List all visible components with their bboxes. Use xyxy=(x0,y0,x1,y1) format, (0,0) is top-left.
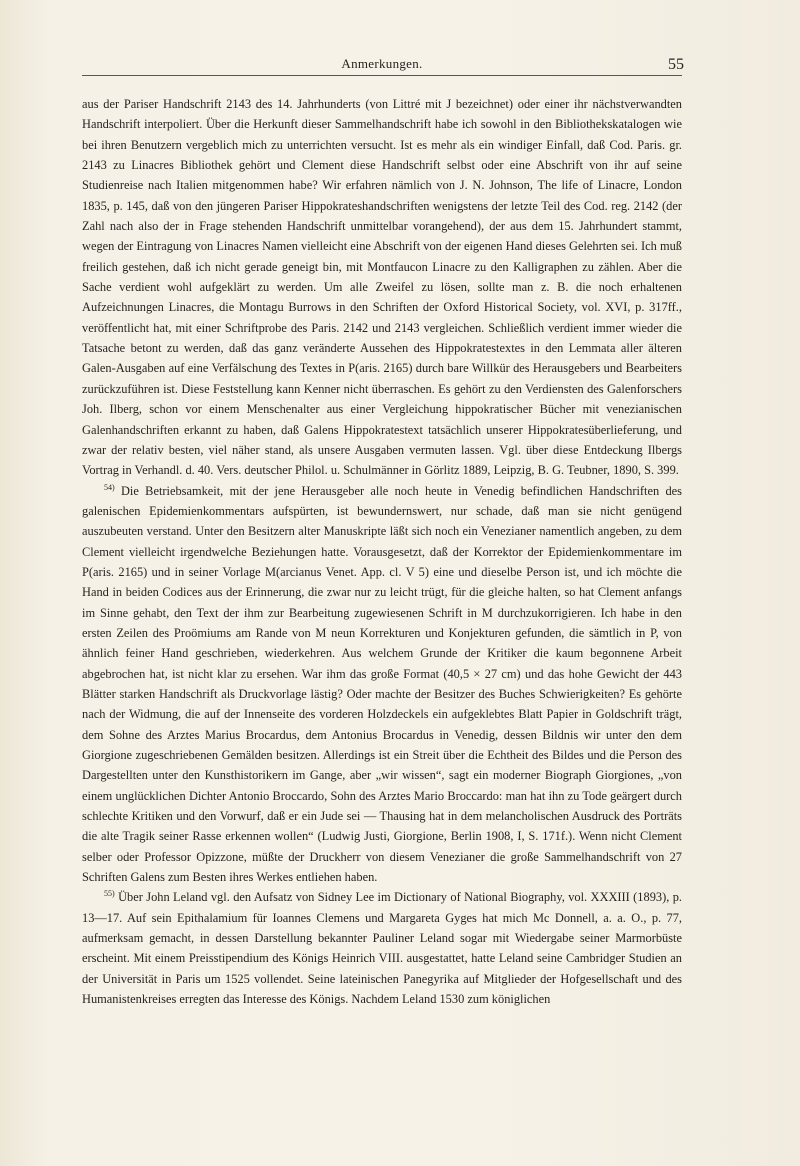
header-rule xyxy=(82,75,682,76)
footnote-55 xyxy=(82,887,682,1009)
footnote-text: Über John Leland vgl. den Aufsatz von Sidney Lee im Dictionary of National Biography, vol. XXXIII (1893), p. 13—17. Auf sein Epithalamium für Ioannes Clemens und Margareta Gyges hat mich Mc Donnell, a. a. O., p. 77, aufmerksam gemacht, in dessen Darstellung bekannter Pauliner Leland sogar mit Wiedergabe seiner Marmorbüste erscheint. Mit einem Preisstipendium des Königs Heinrich VIII. ausgestattet, hatte Leland seine Cambridger Studien an der Universität in Paris um 1525 vollendet. Seine lateinischen Panegyrika auf Mitglieder der Hofgesellschaft und des Humanistenkreises erregten das Interesse des Königs. Nachdem Leland 1530 zum königlichen xyxy=(82,890,682,1007)
text-body xyxy=(82,94,682,1009)
paragraph-text: aus der Pariser Handschrift 2143 des 14. Jahrhunderts (von Littré mit J bezeichnet) oder einer ihr nächstverwandten Handschrift interpoliert. Über die Herkunft dieser Sammelhandschrift habe ich sowohl in den Bibliothekskatalogen wie bei ihren Benutzern vergeblich mich zu unterrichten versucht. Ist es mehr als ein windiger Einfall, daß Cod. Paris. gr. 2143 zu Linacres Bibliothek gehört und Clement diese Handschrift selbst oder eine Abschrift von ihr auf seine Studienreise nach Italien mitgenommen habe? Wir erfahren nämlich von J. N. Johnson, The life of Linacre, London 1835, p. 145, daß von den jüngeren Pariser Hippokrateshandschriften wenigstens der letzte Teil des Cod. reg. 2142 (der Zahl nach also der in Frage stehenden Handschrift unmittelbar vorangehend), der aus dem 15. Jahrhundert stammt, wegen der Eintragung von Linacres Namen vielleicht eine Abschrift von der eigenen Hand dieses Gelehrten sei. Ich muß freilich gestehen, daß ich nicht gerade geneigt bin, mit Montfaucon Linacre zu den Kalligraphen zu zählen. Aber die Sache verdient wohl aufgeklärt zu werden. Um alle Zweifel zu lösen, sollte man z. B. die noch erhaltenen Aufzeichnungen Linacres, die Montagu Burrows in den Schriften der Oxford Historical Society, vol. XVI, p. 317ff., veröffentlicht hat, mit einer Schriftprobe des Paris. 2142 und 2143 vergleichen. Schließlich verdient immer wieder die Tatsache betont zu werden, daß das ganz veränderte Aussehen des Hippokratestextes in den Lemmata aller älteren Galen-Ausgaben auf eine Verfälschung des Textes in P(aris. 2165) durch bare Willkür des Herausgebers und Bearbeiters zurückzuführen ist. Diese Feststellung kann Kenner nicht überraschen. Es gehört zu den Verdiensten des Galenforschers Joh. Ilberg, schon vor einem Menschenalter aus einer Vergleichung hippokratischer Bücher mit venezianischen Galenhandschriften erkannt zu haben, daß Galens Hippokratestext tatsächlich unserer Hippokratesüberlieferung, und zwar der relativ besten, viel näher stand, als unsere Ausgaben vermuten lassen. Vgl. über diese Entdeckung Ilbergs Vortrag in Verhandl. d. 40. Vers. deutscher Philol. u. Schulmänner in Görlitz 1889, Leipzig, B. G. Teubner, 1890, S. 399. xyxy=(82,97,682,478)
running-header xyxy=(82,54,682,78)
continued-paragraph xyxy=(82,94,682,481)
footnote-54 xyxy=(82,481,682,888)
header-title: Anmerkungen. xyxy=(341,56,423,71)
footnote-marker: 55) xyxy=(104,889,115,899)
page-number: 55 xyxy=(668,56,684,73)
footnote-text: Die Betriebsamkeit, mit der jene Herausgeber alle noch heute in Venedig befindlichen Handschriften des galenischen Epidemienkommentars aufspürten, ist bewundernswert, nur schade, daß man sie nicht genügend auszubeuten verstand. Unter den Besitzern alter Manuskripte läßt sich noch ein Venezianer namentlich angeben, zu dem Clement vielleicht irgendwelche Beziehungen hatte. Vorausgesetzt, daß der Korrektor der Epidemienkommentare im P(aris. 2165) und in seiner Vorlage M(arcianus Venet. App. cl. V 5) eine und dieselbe Person ist, und ich möchte die Hand in beiden Codices aus der Erinnerung, die zwar nur zu leicht trügt, für die gleiche halten, so hat Clement anfangs im Sinne gehabt, den Text der ihm zur Bearbeitung zugewiesenen Schrift in M durchzukorrigieren. Ich habe in den ersten Zeilen des Proömiums am Rande von M neun Korrekturen und Konjekturen gefunden, die sämtlich in P, von ähnlich feiner Hand geschrieben, wiederkehren. Aus welchem Grunde der Kritiker die kaum begonnene Arbeit abgebrochen hat, ist nicht klar zu ersehen. War ihm das große Format (40,5 × 27 cm) und das hohe Gewicht der 443 Blätter starken Handschrift als Druckvorlage lästig? Oder machte der Besitzer des Buches Schwierigkeiten? Es gehörte nach der Widmung, die auf der Innenseite des vorderen Holzdeckels ein aufgeklebtes Blatt Papier in Goldschrift trägt, dem Sohne des Arztes Marius Brocardus, dem Antonius Brocardus in Venedig, dessen Bildnis wir unter den dem Giorgione zugeschriebenen Gemälden besitzen. Allerdings ist ein Streit über die Echtheit des Bildes und die Person des Dargestellten unter den Kunsthistorikern im Gange, aber „wir wissen“, sagt ein moderner Biograph Giorgiones, „von einem unglücklichen Dichter Antonio Broccardo, Sohn des Arztes Mario Broccardo: man hat ihn zu Tode geärgert durch schlechte Kritiken und den Vorwurf, daß er ein Jude sei — Thausing hat in dem melancholischen Ausdruck des Porträts die alte Tragik seiner Rasse erkennen wollen“ (Ludwig Justi, Giorgione, Berlin 1908, I, S. 171f.). Wenn nicht Clement selber oder Professor Opizzone, müßte der Druckherr von diesem Venezianer die große Sammelhandschrift von 27 Schriften Galens zum Besten ihres Werkes entliehen haben. xyxy=(82,483,682,885)
footnote-marker: 54) xyxy=(104,482,115,492)
